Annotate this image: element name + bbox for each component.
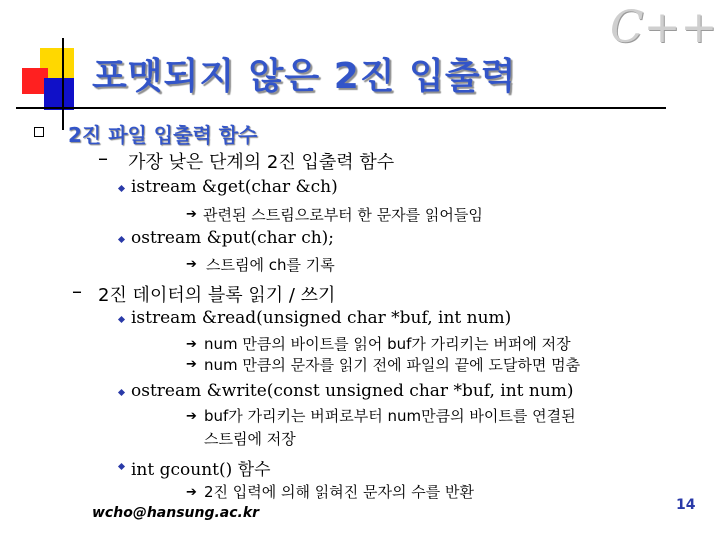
note-read-2: num 만큼의 문자를 읽기 전에 파일의 끝에 도달하면 멈춤 [204, 356, 581, 374]
note-write-2: 스트림에 저장 [204, 430, 296, 448]
arrow-icon: ➔ [186, 409, 197, 424]
note-put: 스트림에 ch를 기록 [206, 256, 335, 274]
item-gcount: int gcount() 함수 [131, 460, 271, 480]
arrow-icon: ➔ [186, 257, 197, 272]
section-block-read-write: 2진 데이터의 블록 읽기 / 쓰기 [98, 285, 336, 306]
item-read: istream &read(unsigned char *buf, int num) [131, 308, 512, 328]
note-read-1: num 만큼의 바이트를 읽어 buf가 가리키는 버퍼에 저장 [204, 335, 571, 353]
item-get: istream &get(char &ch) [131, 177, 338, 197]
footer-email: wcho@hansung.ac.kr [92, 505, 260, 521]
note-get: 관련된 스트림으로부터 한 문자를 읽어들임 [203, 206, 483, 224]
diamond-bullet-icon [118, 185, 125, 192]
item-write: ostream &write(const unsigned char *buf, int num) [131, 381, 574, 401]
note-gcount: 2진 입력에 의해 읽혀진 문자의 수를 반환 [204, 483, 474, 501]
dash-bullet: – [98, 146, 108, 170]
decor-vertical-line [62, 38, 64, 130]
slide-title: 포맷되지 않은 2진 입출력 [92, 56, 517, 97]
section-lowest-level-io: 가장 낮은 단계의 2진 입출력 함수 [128, 152, 395, 173]
dash-bullet: – [72, 279, 82, 303]
diamond-bullet-icon [118, 389, 125, 396]
diamond-bullet-icon [118, 316, 125, 323]
arrow-icon: ➔ [186, 485, 197, 500]
arrow-icon: ➔ [186, 357, 197, 372]
diamond-bullet-icon [118, 236, 125, 243]
heading-binary-file-io: 2진 파일 입출력 함수 [68, 123, 258, 147]
arrow-icon: ➔ [186, 207, 197, 222]
item-put: ostream &put(char ch); [131, 228, 335, 248]
square-bullet-icon [34, 127, 44, 137]
title-underline [16, 107, 666, 109]
decor-blue-square [44, 78, 74, 110]
note-write-1: buf가 가리키는 버퍼로부터 num만큼의 바이트를 연결된 [204, 407, 576, 425]
page-number: 14 [676, 497, 696, 513]
diamond-bullet-icon [118, 463, 125, 470]
arrow-icon: ➔ [186, 337, 197, 352]
cpp-logo: C++ [610, 2, 718, 53]
